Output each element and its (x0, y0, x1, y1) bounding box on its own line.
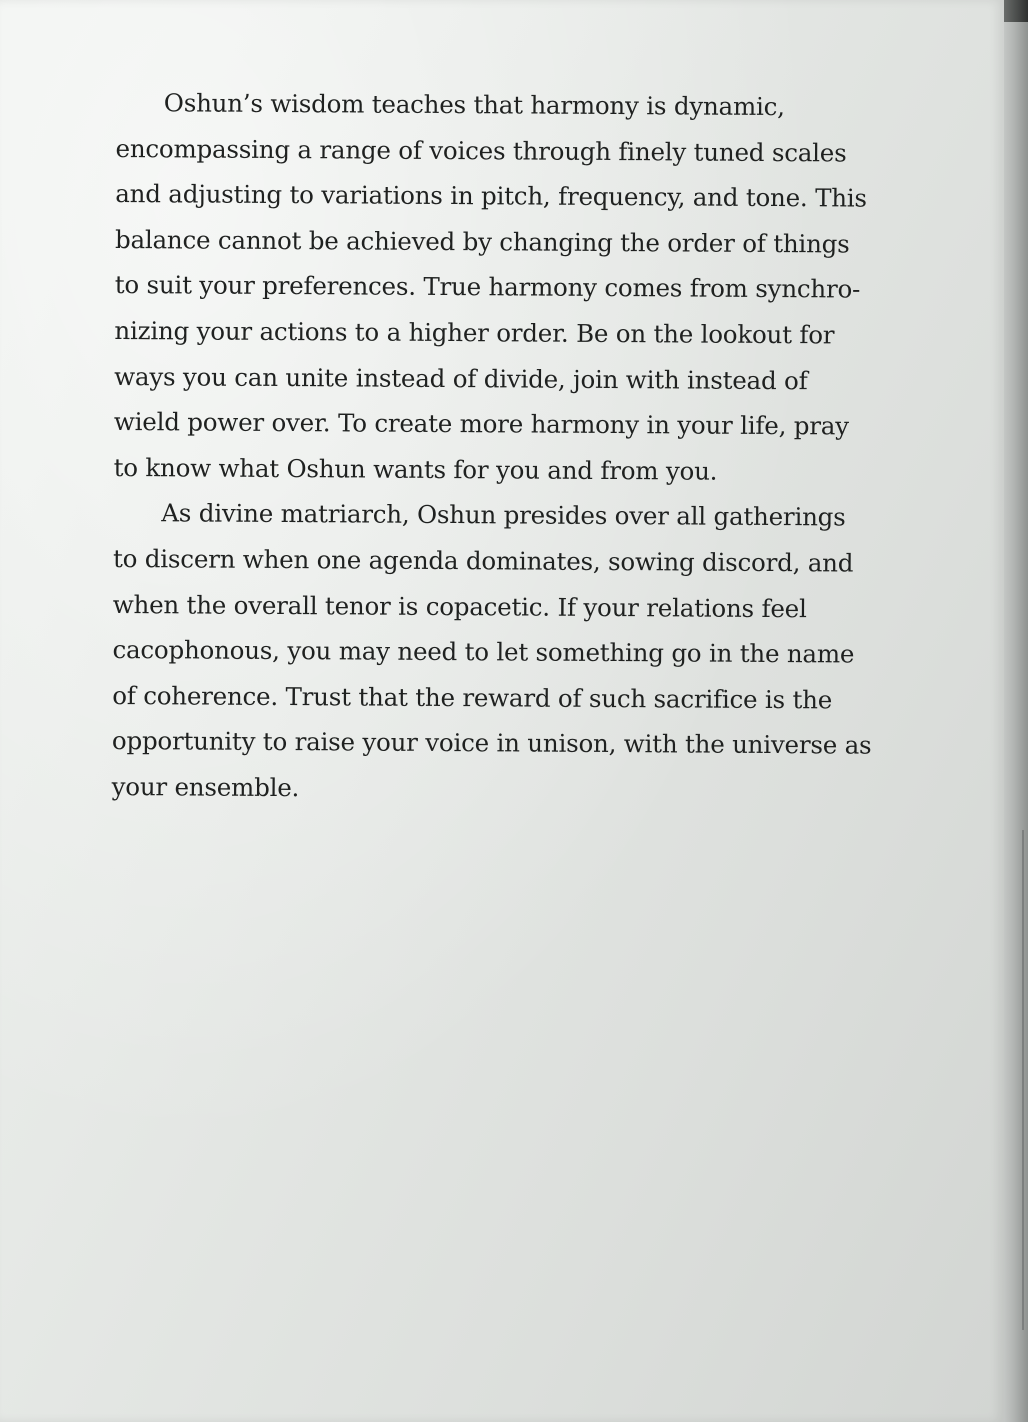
paragraph-1 (113, 80, 875, 495)
paragraph-2 (112, 490, 874, 814)
text-line: As divine matriarch, Oshun presides over all gatherings (161, 498, 846, 532)
text-line: of coherence. Trust that the reward of such sacrifice is the (112, 680, 833, 715)
text-line: your ensemble. (111, 771, 300, 803)
text-line: when the overall tenor is copacetic. If your relations feel (112, 589, 807, 623)
text-line: Oshun’s wisdom teaches that harmony is dynamic, (163, 88, 785, 122)
text-line: wield power over. To create more harmony in your life, pray (113, 407, 849, 441)
text-line: balance cannot be achieved by changing the order of things (114, 224, 850, 259)
text-line: encompassing a range of voices through finely tuned scales (115, 133, 847, 168)
body-text (112, 80, 876, 814)
text-line: to suit your preferences. True harmony comes from synchro- (114, 270, 861, 304)
text-line: to know what Oshun wants for you and from you. (113, 452, 718, 486)
page-edge (1004, 0, 1028, 1422)
text-line: opportunity to raise your voice in unison, with the universe as (111, 726, 872, 760)
text-line: cacophonous, you may need to let something go in the name (112, 635, 855, 669)
text-line: to discern when one agenda dominates, sowing discord, and (112, 543, 854, 578)
text-line: ways you can unite instead of divide, join with instead of (114, 361, 808, 395)
text-line: nizing your actions to a higher order. Be on the lookout for (114, 315, 835, 350)
text-line: and adjusting to variations in pitch, frequency, and tone. This (115, 179, 867, 213)
